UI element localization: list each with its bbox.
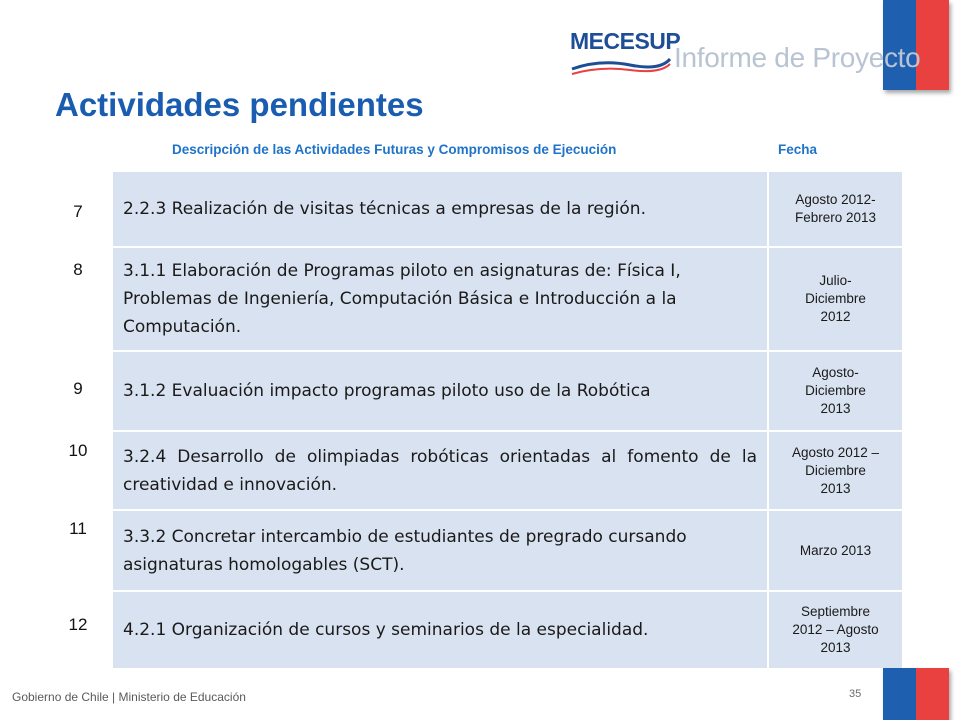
activity-date: Julio- Diciembre 2012 (805, 273, 866, 324)
table-row (113, 352, 902, 432)
row-number: 10 (68, 441, 88, 460)
activity-description: 2.2.3 Realización de visitas técnicas a empresas de la región. (113, 172, 769, 246)
activity-date: Agosto 2012 – Diciembre 2013 (791, 444, 880, 496)
logo-brand: MECESUP (570, 28, 681, 54)
logo-subtitle: Informe de Proyecto (674, 42, 921, 73)
table-row (113, 592, 902, 668)
activity-description: 4.2.1 Organización de cursos y seminarios de la especialidad. (113, 592, 769, 668)
activities-table (113, 172, 902, 668)
page-title: Actividades pendientes (55, 86, 424, 123)
page-number: 35 (849, 688, 862, 700)
row-number: 8 (73, 260, 83, 279)
column-header-description: Descripción de las Actividades Futuras y Compromisos de Ejecución (172, 142, 617, 157)
row-number: 11 (69, 519, 87, 538)
chile-flag-bar-bottom (883, 668, 949, 720)
row-number: 12 (68, 615, 88, 634)
activity-description: 3.1.2 Evaluación impacto programas piloto uso de la Robótica (113, 352, 769, 430)
row-number: 7 (73, 202, 83, 221)
table-row (113, 172, 902, 248)
mecesup-logo (570, 22, 921, 80)
table-row (113, 432, 902, 511)
flag-red-stripe (916, 0, 949, 90)
activity-date: Septiembre 2012 – Agosto 2013 (792, 604, 879, 655)
flag-red-stripe (916, 668, 949, 720)
logo-swoosh-icon (570, 55, 680, 77)
table-row (113, 511, 902, 592)
column-header-date: Fecha (778, 142, 818, 157)
activity-description: 3.1.1 Elaboración de Programas piloto en asignaturas de: Física I, Problemas de Ingeniería, Computación Básica e Introducción a la Computación. (113, 248, 769, 350)
activity-date: Agosto 2012- Febrero 2013 (794, 192, 877, 225)
activity-date: Marzo 2013 (799, 542, 872, 558)
activity-description: 3.3.2 Concretar intercambio de estudiantes de pregrado cursando asignaturas homologables (SCT). (113, 511, 769, 590)
activity-description: 3.2.4 Desarrollo de olimpiadas robóticas orientadas al fomento de la creatividad e innovación. (113, 432, 769, 509)
footer-ministry: Gobierno de Chile | Ministerio de Educación (12, 690, 246, 704)
row-number: 9 (73, 379, 83, 398)
activity-date: Agosto- Diciembre 2013 (805, 365, 866, 416)
table-row (113, 248, 902, 352)
flag-blue-stripe (883, 668, 916, 720)
